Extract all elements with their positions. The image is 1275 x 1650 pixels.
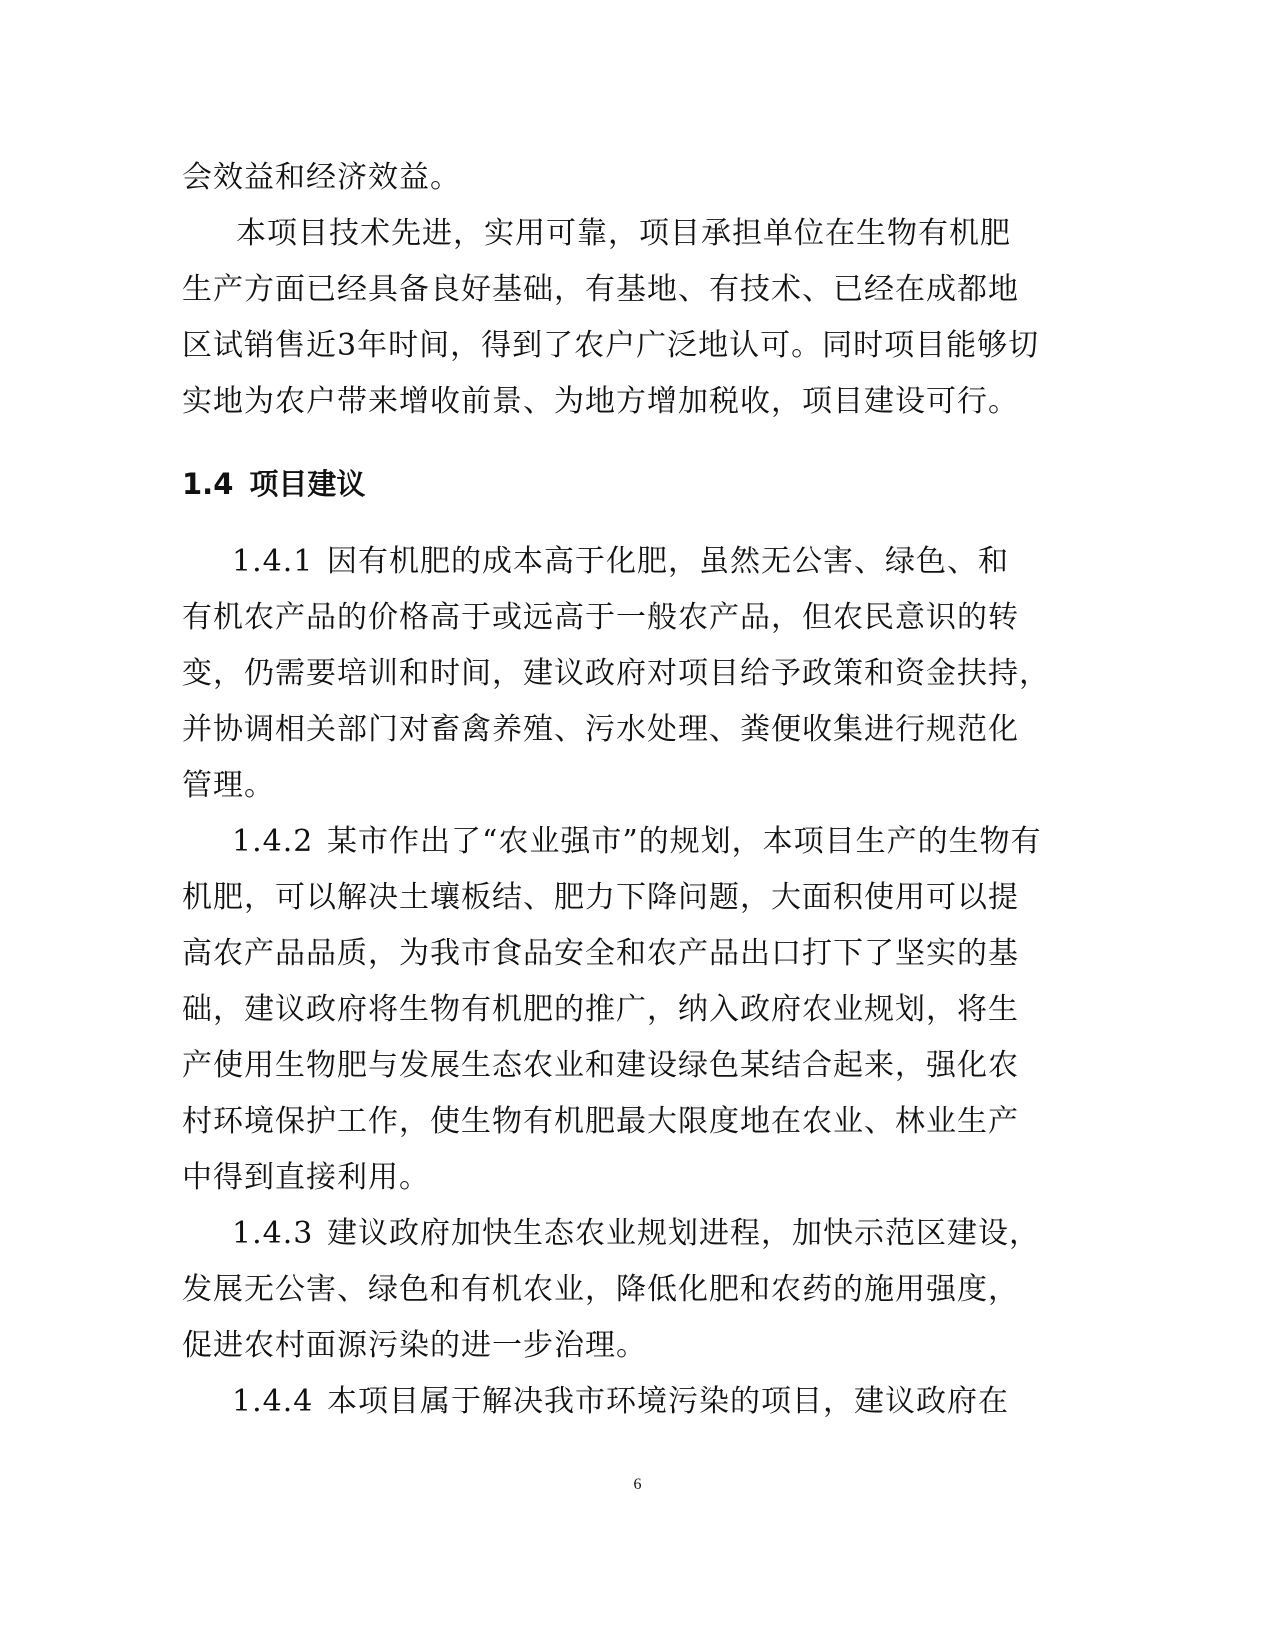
item-number: 1.4.4 [232, 1384, 314, 1419]
page-number: 6 [633, 1476, 642, 1493]
paragraph-intro [182, 150, 1062, 206]
paragraph-line: 区试销售近3年时间，得到了农户广泛地认可。同时项目能够切 [182, 328, 1040, 363]
section-number: 1.4 [182, 467, 234, 501]
page-content [182, 150, 1062, 1430]
item-text: 本项目属于解决我市环境污染的项目，建议政府在 [327, 1384, 1009, 1419]
item-number: 1.4.1 [232, 544, 314, 579]
paragraph-line: 中得到直接利用。 [182, 1160, 430, 1195]
item-text: 因有机肥的成本高于化肥，虽然无公害、绿色、和 [327, 544, 1009, 579]
item-first-line [182, 1206, 1062, 1262]
recommendation-item-1-4-3 [182, 1206, 1062, 1374]
paragraph-conclusion [182, 206, 1062, 430]
paragraph-line: 变，仍需要培训和时间，建议政府对项目给予政策和资金扶持， [182, 656, 1050, 691]
paragraph-line: 生产方面已经具备良好基础，有基地、有技术、已经在成都地 [182, 272, 1019, 307]
section-heading [182, 456, 1062, 512]
item-first-line [182, 814, 1062, 870]
item-text: 建议政府加快生态农业规划进程，加快示范区建设， [327, 1216, 1040, 1251]
recommendation-item-1-4-1 [182, 534, 1062, 814]
item-first-line [182, 1374, 1062, 1430]
paragraph-line: 管理。 [182, 768, 275, 803]
paragraph-line: 产使用生物肥与发展生态农业和建设绿色某结合起来，强化农 [182, 1048, 1019, 1083]
paragraph-line: 并协调相关部门对畜禽养殖、污水处理、粪便收集进行规范化 [182, 712, 1019, 747]
paragraph-line: 村环境保护工作，使生物有机肥最大限度地在农业、林业生产 [182, 1104, 1019, 1139]
item-first-line [182, 534, 1062, 590]
paragraph-line: 促进农村面源污染的进一步治理。 [182, 1328, 647, 1363]
item-number: 1.4.3 [232, 1216, 314, 1251]
paragraph-line: 有机农产品的价格高于或远高于一般农产品，但农民意识的转 [182, 600, 1019, 635]
section-title: 项目建议 [249, 467, 366, 501]
paragraph-line: 发展无公害、绿色和有机农业，降低化肥和农药的施用强度， [182, 1272, 1019, 1307]
recommendation-item-1-4-4 [182, 1374, 1062, 1430]
item-number: 1.4.2 [232, 824, 314, 859]
paragraph-line: 本项目技术先进，实用可靠，项目承担单位在生物有机肥 [236, 216, 1011, 251]
paragraph-line: 础，建议政府将生物有机肥的推广，纳入政府农业规划，将生 [182, 992, 1019, 1027]
paragraph-line: 高农产品品质，为我市食品安全和农产品出口打下了坚实的基 [182, 936, 1019, 971]
item-text: 某市作出了“农业强市”的规划，本项目生产的生物有 [327, 824, 1042, 859]
paragraph-line: 机肥，可以解决土壤板结、肥力下降问题，大面积使用可以提 [182, 880, 1019, 915]
paragraph-line: 会效益和经济效益。 [182, 160, 461, 195]
paragraph-line: 实地为农户带来增收前景、为地方增加税收，项目建设可行。 [182, 384, 1019, 419]
recommendation-item-1-4-2 [182, 814, 1062, 1206]
